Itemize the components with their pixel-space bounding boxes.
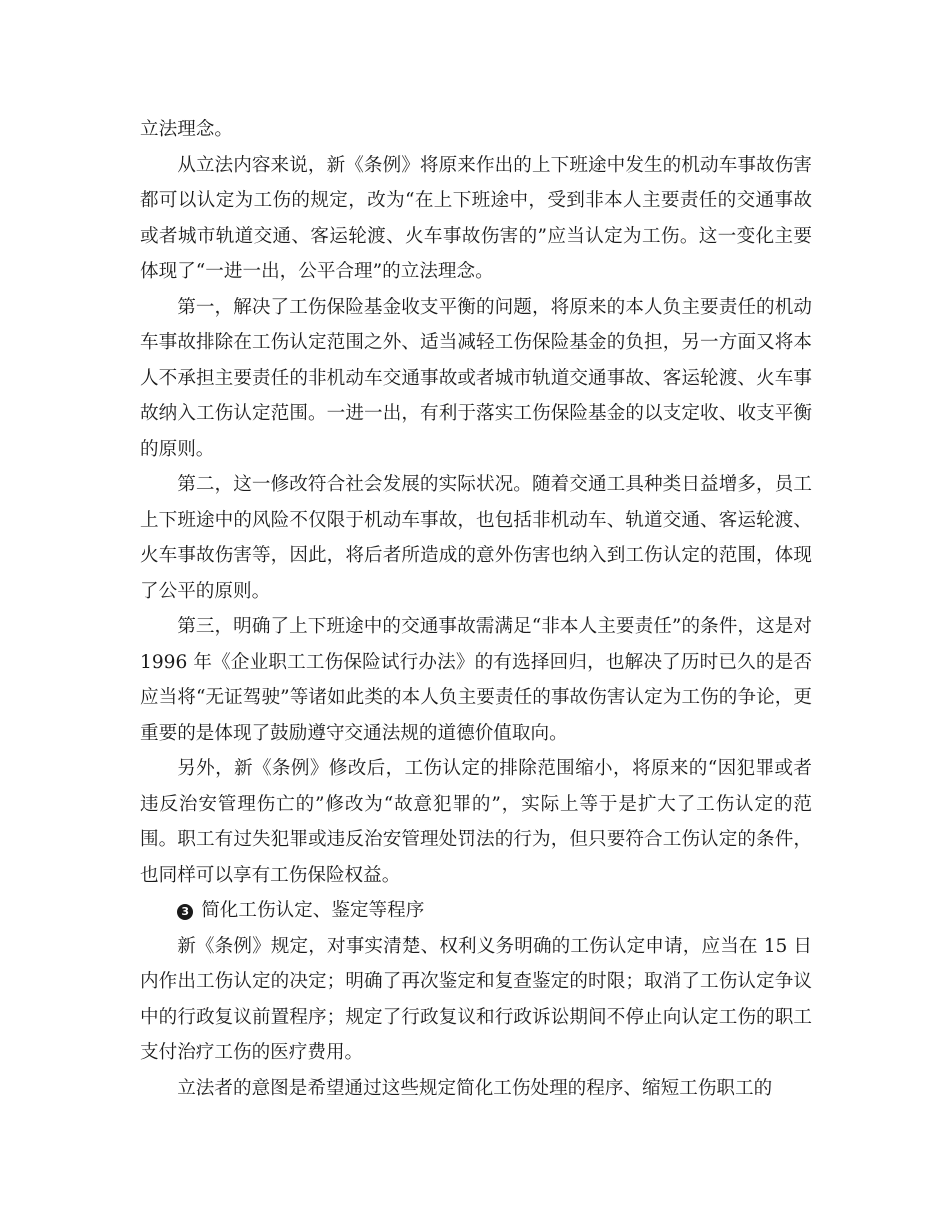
paragraph-new-regulation: 新《条例》规定，对事实清楚、权利义务明确的工伤认定申请，应当在 15 日内作出工伤认定的决定；明确了再次鉴定和复查鉴定的时限；取消了工伤认定争议中的行政复议前置程序；规定了行政复议和行政诉讼期间不停止向认定工伤的职工支付治疗工伤的医疗费用。 <box>140 935 812 1063</box>
paragraph-continuation: 立法理念。 <box>140 119 233 140</box>
paragraph-second-point: 第二，这一修改符合社会发展的实际状况。随着交通工具种类日益增多，员工上下班途中的风险不仅限于机动车事故，也包括非机动车、轨道交通、客运轮渡、火车事故伤害等，因此，将后者所造成的意外伤害也纳入到工伤认定的范围，体现了公平的原则。 <box>140 474 812 602</box>
section-heading-title: 简化工伤认定、鉴定等程序 <box>201 900 425 921</box>
paragraph-third-point: 第三，明确了上下班途中的交通事故需满足“非本人主要责任”的条件，这是对 1996 年《企业职工工伤保险试行办法》的有选择回归，也解决了历时已久的是否应当将“无证驾驶”等诸如此类的本人负主要责任的事故伤害认定为工伤的争论，更重要的是体现了鼓励遵守交通法规的道德价值取向。 <box>140 616 812 744</box>
paragraph-first-point: 第一，解决了工伤保险基金收支平衡的问题，将原来的本人负主要责任的机动车事故排除在工伤认定范围之外、适当减轻工伤保险基金的负担，另一方面又将本人不承担主要责任的非机动车交通事故或者城市轨道交通事故、客运轮渡、火车事故纳入工伤认定范围。一进一出，有利于落实工伤保险基金的以支定收、收支平衡的原则。 <box>140 296 812 460</box>
paragraph-additionally: 另外，新《条例》修改后，工伤认定的排除范围缩小，将原来的“因犯罪或者违反治安管理伤亡的”修改为“故意犯罪的”，实际上等于是扩大了工伤认定的范围。职工有过失犯罪或违反治安管理处罚法的行为，但只要符合工伤认定的条件，也同样可以享有工伤保险权益。 <box>140 758 812 886</box>
numbered-bullet-icon: 3 <box>177 904 193 920</box>
section-heading <box>140 893 812 929</box>
document-page <box>140 112 812 1106</box>
paragraph-legislative-intent: 立法者的意图是希望通过这些规定简化工伤处理的程序、缩短工伤职工的 <box>177 1077 773 1099</box>
paragraph-legislative-content: 从立法内容来说，新《条例》将原来作出的上下班途中发生的机动车事故伤害都可以认定为工伤的规定，改为“在上下班途中，受到非本人主要责任的交通事故或者城市轨道交通、客运轮渡、火车事故伤害的”应当认定为工伤。这一变化主要体现了“一进一出，公平合理”的立法理念。 <box>140 154 812 282</box>
